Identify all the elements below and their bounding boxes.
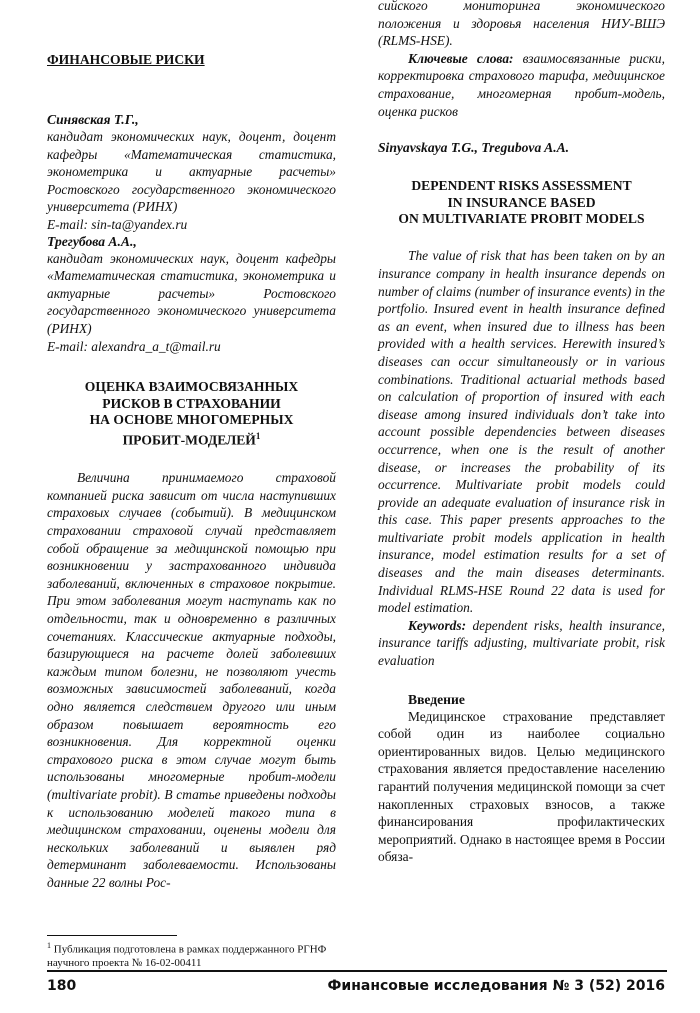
title-en-line: ON MULTIVARIATE PROBIT MODELS [398, 210, 645, 226]
footnote-text: Публикация подготовлена в рамках поддержанного РГНФ научного проекта № 16-02-00411 [47, 943, 327, 969]
abstract-en: The value of risk that has been taken on by an insurance company in health insurance depends on number of claims (number of insurance events) in the portfolio. Insured event in health insurance defined as an event, when insured due to illness has been provided with a health services. Herewith insured’s diseases can occur simultaneously or in various combinations. Traditional actuarial methods based on calculation of proportion of insured with each disease among insured individuals don’t take into account possible dependencies between diseases occurrence, when one is the result of another disease, or increases the probability of its occurrence. Multivariate probit models could provide an adequate evaluation of insurance risk in this case. This paper presents approaches to the multivariate probit models application in health insurance, model estimation results for a set of diseases and the main diseases determinants. Individual RLMS-HSE Round 22 data is used for model estimation. [378, 248, 665, 616]
title-line-text: ПРОБИТ-МОДЕЛЕЙ [122, 432, 256, 448]
footnote-divider [47, 935, 177, 936]
keywords-ru-text: взаимосвязанные риски, корректировка страхового тарифа, медицинское страхование, многомерная пробит-модель, оценка рисков [378, 50, 665, 119]
keywords-ru-label: Ключевые слова: [408, 50, 514, 66]
keywords-en-label: Keywords: [408, 617, 467, 633]
abstract-ru: Величина принимаемого страховой компанией риска зависит от числа наступивших страховых случаев (событий). В медицинском страховании страховой случай представляет собой обращение за медицинской помощью при возникновении у застрахованного индивида заболеваний, включенных в страховое покрытие. При этом заболевания могут наступать как по отдельности, так и одновременно в различных сочетаниях. Классические актуарные подходы, базирующиеся на расчете долей заболевших каждым типом болезни, не позволяют учесть возможных зависимостей заболеваний, когда одно является следствием другого или иным образом повышает вероятность его возникновения. Для корректной оценки страхового риска в этом случае могут быть использованы многомерные пробит-модели (multivariate probit). В статье приведены подходы к использованию моделей такого типа в медицинском страховании, оценены модели для нескольких заболеваний и выявлен ряд детерминант заболеваемости. Использованы данные 22 волны Рос- [47, 470, 336, 890]
journal-issue: Финансовые исследования № 3 (52) 2016 [327, 978, 665, 994]
keywords-en [378, 617, 665, 670]
title-en-line: IN INSURANCE BASED [447, 194, 596, 210]
title-line: НА ОСНОВЕ МНОГОМЕРНЫХ [89, 411, 294, 427]
author1-affiliation: кандидат экономических наук, доцент, доцент кафедры «Математическая статистика, эконометрика и актуарные расчеты» Ростовского государственного экономического университета (РИНХ) [47, 129, 336, 215]
keywords-ru [378, 50, 665, 120]
author1-name: Синявская Т.Г., [47, 112, 139, 127]
title-line: ОЦЕНКА ВЗАИМОСВЯЗАННЫХ [84, 379, 299, 395]
keywords-en-text: dependent risks, health insurance, insurance tariffs adjusting, multivariate probit, risk evaluation [378, 617, 665, 669]
footnote [47, 939, 336, 970]
article-title-en [378, 178, 665, 227]
intro-text: Медицинское страхование представляет собой один из наиболее социально ориентированных видов. Целью медицинского страхования является предоставление населению гарантий получения медицинской помощи за счет накопленных страховых взносов, а также финансирования профилактических мероприятий. Однако в настоящее время в России обяза- [378, 708, 665, 865]
abstract-ru-continued: сийского мониторинга экономического положения и здоровья населения НИУ-ВШЭ (RLMS-HSE). [378, 0, 665, 49]
right-column [378, 0, 665, 866]
author2-name: Трегубова А.А., [47, 233, 137, 249]
title-line: РИСКОВ В СТРАХОВАНИИ [102, 395, 281, 411]
left-column [47, 52, 336, 892]
title-en-line: DEPENDENT RISKS ASSESSMENT [411, 178, 632, 194]
author1-email: E-mail: sin-ta@yandex.ru [47, 216, 188, 232]
article-title-ru [47, 379, 336, 449]
author2-email: E-mail: alexandra_a_t@mail.ru [47, 338, 221, 354]
author2-affiliation: кандидат экономических наук, доцент кафедры «Математическая статистика, эконометрика и актуарные расчеты» Ростовского государственного экономического университета (РИНХ) [47, 250, 336, 336]
footer-divider [47, 970, 667, 972]
intro-heading: Введение [408, 691, 465, 707]
authors-en: Sinyavskaya T.G., Tregubova A.A. [378, 140, 570, 156]
footnote-mark: 1 [47, 941, 51, 950]
title-line [47, 428, 336, 449]
title-footnote-mark: 1 [255, 431, 261, 442]
page-number: 180 [47, 978, 77, 994]
section-heading: ФИНАНСОВЫЕ РИСКИ [47, 52, 205, 67]
